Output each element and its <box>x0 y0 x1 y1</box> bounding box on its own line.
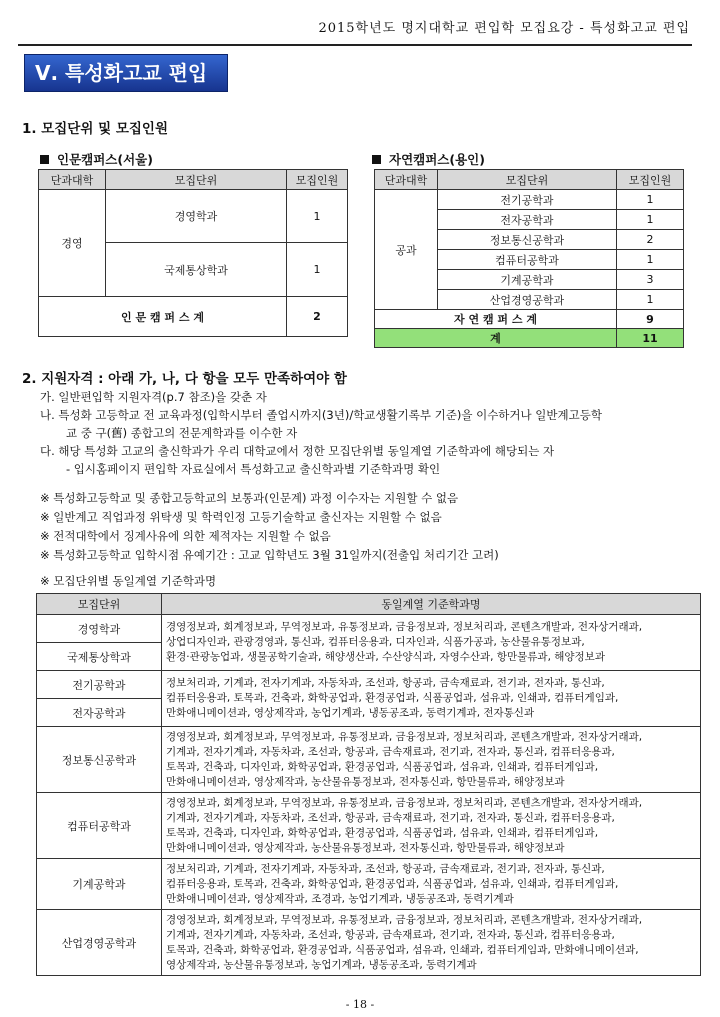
criteria-line: 상업디자인과, 관광경영과, 통신과, 컴퓨터응용과, 디자인과, 식품가공과, 농산물유통정보과, <box>166 636 585 648</box>
criteria-line: 만화애니메이션과, 영상제작과, 농업기계과, 냉동공조과, 동력기계과, 전자통신과 <box>166 707 535 719</box>
unit-cell: 전자공학과 <box>37 699 162 727</box>
seoul-quota-table <box>38 169 348 337</box>
total-value: 2 <box>287 297 348 337</box>
qualification-item: 가. 일반편입학 지원자격(p.7 참조)을 갖춘 자 <box>40 390 267 404</box>
college-cell: 경영 <box>39 190 106 297</box>
unit-cell: 정보통신공학과 <box>37 727 162 793</box>
criteria-line: 토목과, 건축과, 디자인과, 화학공업과, 환경공업과, 식품공업과, 섬유과, 인쇄과, 컴퓨터게임과, <box>166 760 599 773</box>
count-cell: 1 <box>617 250 684 270</box>
criteria-line: 토목과, 건축과, 디자인과, 화학공업과, 환경공업과, 식품공업과, 섬유과, 인쇄과, 컴퓨터게임과, <box>166 826 599 839</box>
seoul-campus-title: 인문캠퍼스(서울) <box>57 152 153 167</box>
section-2-title: 2. 지원자격 : 아래 가, 나, 다 항을 모두 만족하여야 함 <box>22 371 347 387</box>
section-1-title: 1. 모집단위 및 모집인원 <box>22 121 168 137</box>
col-header: 단과대학 <box>375 170 438 190</box>
criteria-list <box>162 859 701 910</box>
criteria-line: 경영정보과, 회계정보과, 무역정보과, 유통정보과, 금융정보과, 정보처리과, 콘텐츠개발과, 전자상거래과, <box>166 796 643 809</box>
qualification-item: 다. 해당 특성화 고교의 출신학과가 우리 대학교에서 정한 모집단위별 동일계열 기준학과에 해당되는 자 <box>40 444 555 458</box>
criteria-list <box>162 671 701 727</box>
count-cell: 1 <box>617 210 684 230</box>
criteria-line: 토목과, 건축과, 화학공업과, 환경공업과, 식품공업과, 섬유과, 인쇄과, 컴퓨터게임과, 만화애니메이션과, <box>166 943 639 956</box>
yongin-campus-heading <box>372 150 485 168</box>
col-header: 모집단위 <box>37 594 162 615</box>
unit-cell: 전기공학과 <box>37 671 162 699</box>
unit-cell: 전자공학과 <box>438 210 617 230</box>
qualification-item: 나. 특성화 고등학교 전 교육과정(입학시부터 졸업시까지(3년)/학교생활기록부 기준)을 이수하거나 일반계고등학 <box>40 408 602 422</box>
running-header: 2015학년도 명지대학교 편입학 모집요강 - 특성화고교 편입 <box>318 21 690 36</box>
criteria-line: 컴퓨터응용과, 토목과, 건축과, 화학공업과, 환경공업과, 식품공업과, 섬유과, 인쇄과, 컴퓨터게임과, <box>166 877 619 890</box>
note-item: ※ 특성화고등학교 입학시점 유예기간 : 고교 입학년도 3월 31일까지(전출입 처리기간 고려) <box>40 548 499 562</box>
criteria-line: 영상제작과, 농산물유통정보과, 농업기계과, 냉동공조과, 동력기계과 <box>166 958 477 971</box>
seoul-campus-heading <box>40 150 153 168</box>
total-value: 9 <box>617 310 684 329</box>
yongin-campus-title: 자연캠퍼스(용인) <box>389 152 485 167</box>
unit-cell: 컴퓨터공학과 <box>37 793 162 859</box>
criteria-line: 기계과, 전자기계과, 자동차과, 조선과, 항공과, 금속재료과, 전기과, 전자과, 통신과, 컴퓨터응용과, <box>166 811 615 824</box>
criteria-line: 만화애니메이션과, 영상제작과, 조경과, 농업기계과, 냉동공조과, 동력기계과 <box>166 892 514 905</box>
criteria-list <box>162 910 701 976</box>
unit-cell: 산업경영공학과 <box>37 910 162 976</box>
square-bullet-icon <box>40 155 49 164</box>
unit-cell: 기계공학과 <box>438 270 617 290</box>
criteria-line: 컴퓨터응용과, 토목과, 건축과, 화학공업과, 환경공업과, 식품공업과, 섬유과, 인쇄과, 컴퓨터게임과, <box>166 692 619 704</box>
unit-cell: 전기공학과 <box>438 190 617 210</box>
col-header: 모집인원 <box>287 170 348 190</box>
criteria-line: 정보처리과, 기계과, 전자기계과, 자동차과, 조선과, 항공과, 금속재료과, 전기과, 전자과, 통신과, <box>166 862 605 875</box>
unit-cell: 국제통상학과 <box>106 243 287 297</box>
criteria-line: 만화애니메이션과, 영상제작과, 농산물유통정보과, 전자통신과, 항만물류과, 해양정보과 <box>166 841 565 854</box>
unit-cell: 기계공학과 <box>37 859 162 910</box>
criteria-line: 경영정보과, 회계정보과, 무역정보과, 유통정보과, 금융정보과, 정보처리과, 콘텐츠개발과, 전자상거래과, <box>166 913 643 926</box>
criteria-line: 정보처리과, 기계과, 전자기계과, 자동차과, 조선과, 항공과, 금속재료과, 전기과, 전자과, 통신과, <box>166 677 605 689</box>
criteria-line: 환경·관광농업과, 생물공학기술과, 해양생산과, 수산양식과, 자영수산과, 항만물류과, 해양정보과 <box>166 651 605 663</box>
criteria-line: 기계과, 전자기계과, 자동차과, 조선과, 항공과, 금속재료과, 전기과, 전자과, 통신과, 컴퓨터응용과, <box>166 928 615 941</box>
unit-cell: 경영학과 <box>37 615 162 643</box>
col-header: 모집인원 <box>617 170 684 190</box>
yongin-quota-table <box>374 169 684 348</box>
criteria-line: 경영정보과, 회계정보과, 무역정보과, 유통정보과, 금융정보과, 정보처리과, 콘텐츠개발과, 전자상거래과, <box>166 730 643 743</box>
criteria-title: ※ 모집단위별 동일계열 기준학과명 <box>40 574 217 588</box>
unit-cell: 경영학과 <box>106 190 287 243</box>
qualification-item-cont: 교 중 구(舊) 종합고의 전문계학과를 이수한 자 <box>66 426 298 440</box>
unit-cell: 정보통신공학과 <box>438 230 617 250</box>
grand-total-label: 계 <box>375 329 617 348</box>
count-cell: 2 <box>617 230 684 250</box>
note-item: ※ 일반계고 직업과정 위탁생 및 학력인정 고등기술학교 출신자는 지원할 수 없음 <box>40 510 442 524</box>
criteria-line: 기계과, 전자기계과, 자동차과, 조선과, 항공과, 금속재료과, 전기과, 전자과, 통신과, 컴퓨터응용과, <box>166 745 615 758</box>
criteria-list <box>162 727 701 793</box>
count-cell: 1 <box>617 290 684 310</box>
unit-cell: 산업경영공학과 <box>438 290 617 310</box>
note-item: ※ 특성화고등학교 및 종합고등학교의 보통과(인문계) 과정 이수자는 지원할 수 없음 <box>40 491 459 505</box>
note-item: ※ 전적대학에서 징계사유에 의한 제적자는 지원할 수 없음 <box>40 529 331 543</box>
criteria-list <box>162 615 701 671</box>
col-header: 모집단위 <box>438 170 617 190</box>
count-cell: 3 <box>617 270 684 290</box>
page-number: - 18 - <box>345 998 375 1011</box>
col-header: 단과대학 <box>39 170 106 190</box>
col-header: 모집단위 <box>106 170 287 190</box>
qualification-subnote: - 입시홈페이지 편입학 자료실에서 특성화고교 출신학과별 기준학과명 확인 <box>66 462 441 476</box>
header-rule <box>18 44 692 46</box>
total-label: 인 문 캠 퍼 스 계 <box>39 297 287 337</box>
count-cell: 1 <box>287 190 348 243</box>
square-bullet-icon <box>372 155 381 164</box>
col-header: 동일계열 기준학과명 <box>162 594 701 615</box>
unit-cell: 컴퓨터공학과 <box>438 250 617 270</box>
count-cell: 1 <box>617 190 684 210</box>
grand-total-value: 11 <box>617 329 684 348</box>
criteria-line: 만화애니메이션과, 영상제작과, 농산물유통정보과, 전자통신과, 항만물류과, 해양정보과 <box>166 775 565 788</box>
criteria-table <box>36 593 701 976</box>
unit-cell: 국제통상학과 <box>37 643 162 671</box>
count-cell: 1 <box>287 243 348 297</box>
chapter-banner: Ⅴ. 특성화고교 편입 <box>24 54 228 92</box>
criteria-line: 경영정보과, 회계정보과, 무역정보과, 유통정보과, 금융정보과, 정보처리과, 콘텐츠개발과, 전자상거래과, <box>166 621 643 633</box>
total-label: 자 연 캠 퍼 스 계 <box>375 310 617 329</box>
criteria-list <box>162 793 701 859</box>
college-cell: 공과 <box>375 190 438 310</box>
